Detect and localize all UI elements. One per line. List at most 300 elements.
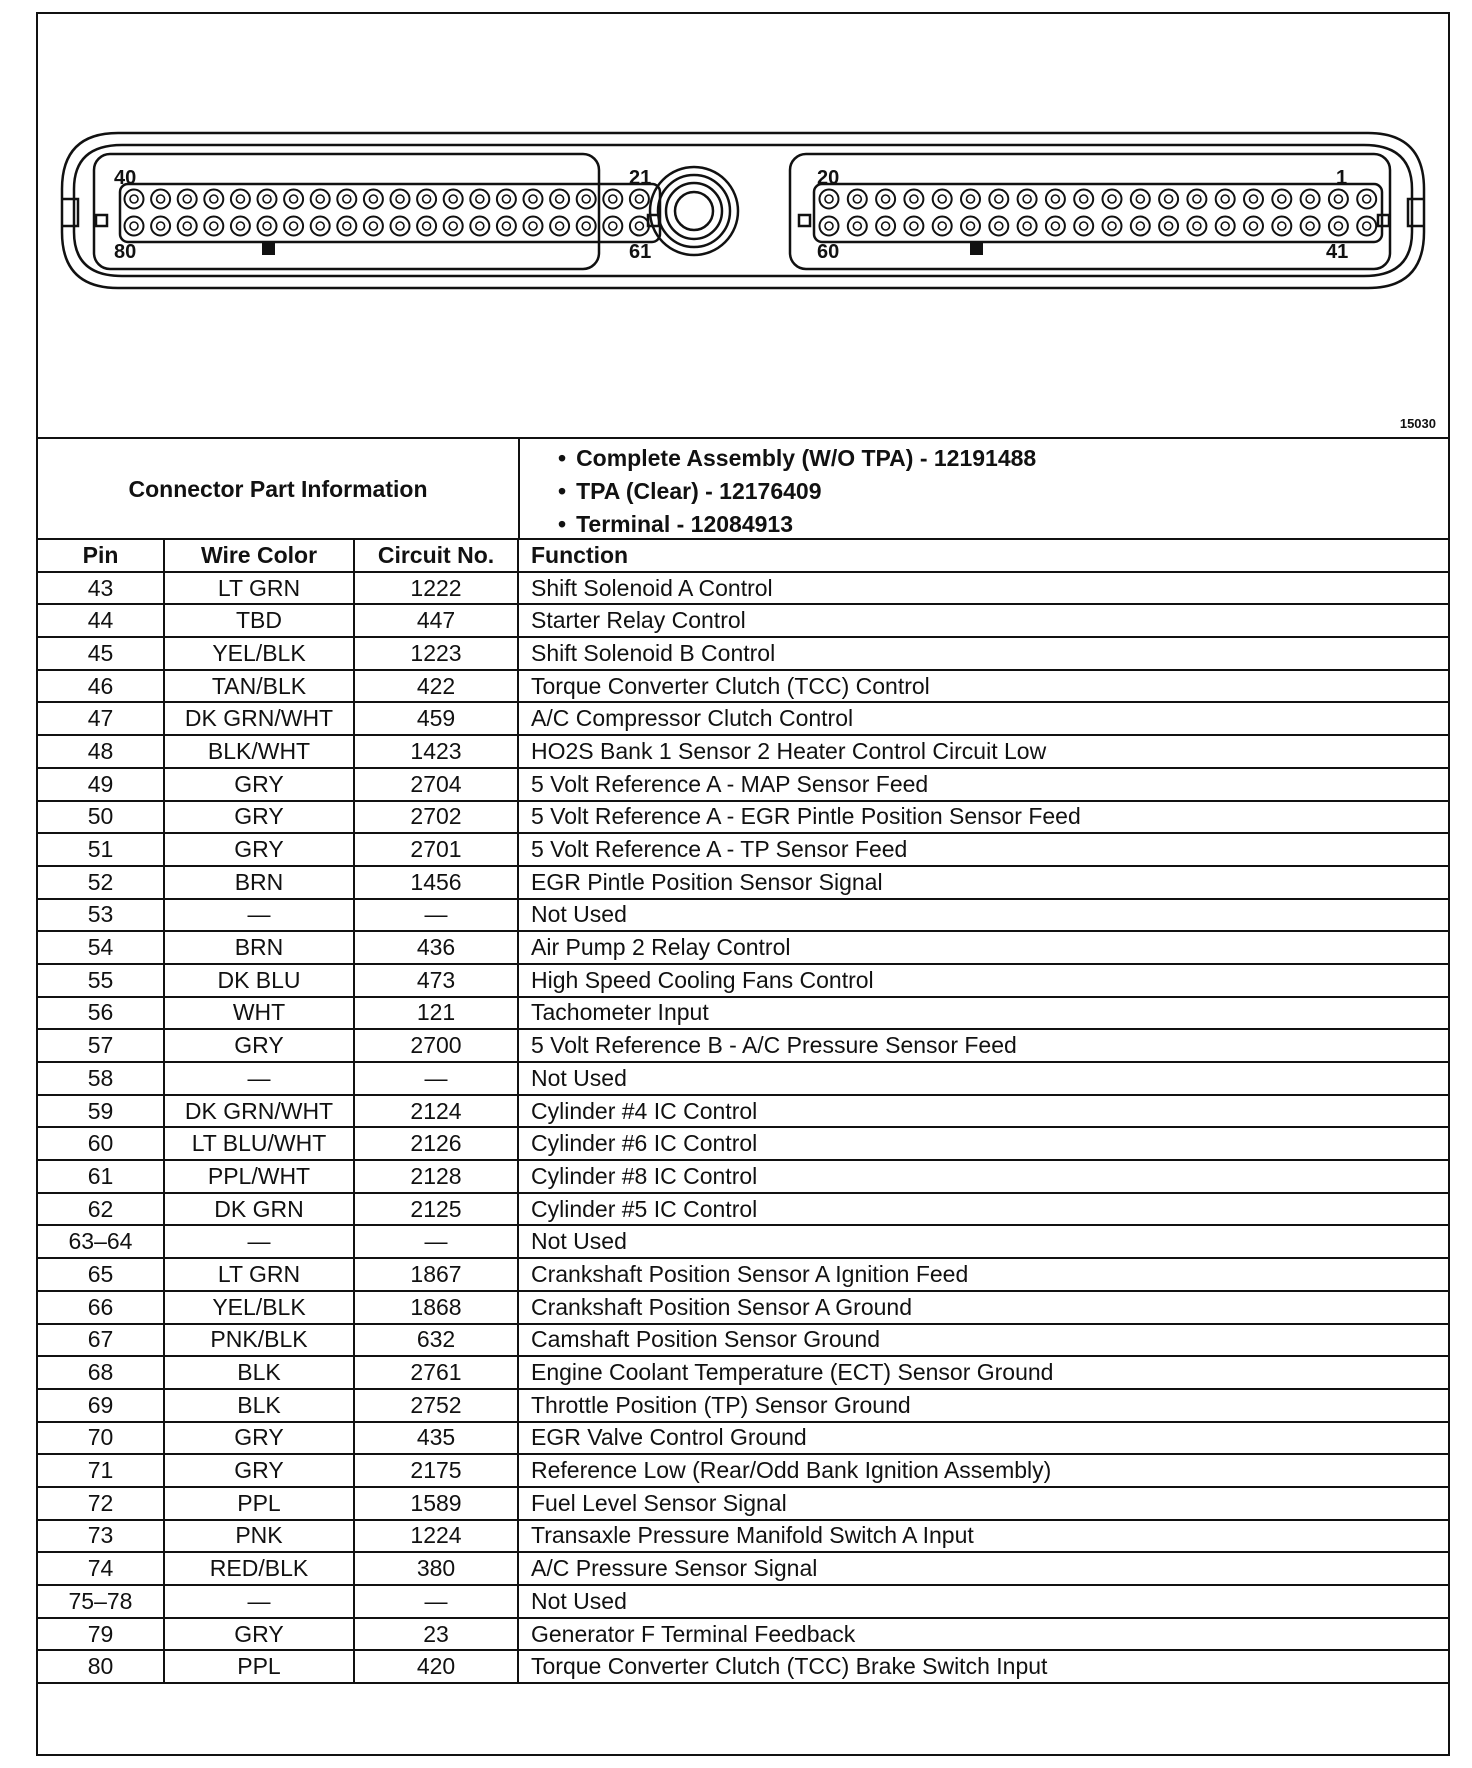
function-cell: 5 Volt Reference A - MAP Sensor Feed — [518, 768, 1448, 801]
wire-color-cell: BLK — [164, 1389, 354, 1422]
function-cell: Reference Low (Rear/Odd Bank Ignition Assembly) — [518, 1454, 1448, 1487]
pin-socket — [364, 190, 383, 209]
function-cell: Not Used — [518, 899, 1448, 932]
pin-socket-core — [1334, 195, 1342, 203]
pin-socket — [444, 217, 463, 236]
pin-socket-core — [1136, 222, 1144, 230]
pin-cell: 51 — [38, 833, 164, 866]
circuit-no-cell: 420 — [354, 1650, 518, 1683]
pin-socket — [284, 217, 303, 236]
pin-socket-core — [1080, 195, 1088, 203]
pin-socket — [603, 190, 622, 209]
pin-socket-core — [263, 222, 271, 230]
circuit-no-cell: 1423 — [354, 735, 518, 768]
pin-socket-core — [910, 222, 918, 230]
pin-socket-core — [825, 195, 833, 203]
connector-shell — [62, 133, 1424, 288]
pin-socket-core — [369, 222, 377, 230]
pin-socket — [524, 190, 543, 209]
circuit-no-cell: 436 — [354, 931, 518, 964]
part-info-item: • TPA (Clear) - 12176409 — [558, 475, 1448, 508]
table-row — [38, 1062, 1448, 1095]
table-row — [38, 1650, 1448, 1683]
pin-socket-core — [1363, 195, 1371, 203]
wire-color-cell: PPL — [164, 1487, 354, 1520]
table-row — [38, 1029, 1448, 1062]
pin-cell: 44 — [38, 604, 164, 637]
pin-socket-core — [967, 195, 975, 203]
table-row — [38, 899, 1448, 932]
pin-socket-core — [210, 195, 218, 203]
pin-socket-core — [609, 222, 617, 230]
circuit-no-cell: 2700 — [354, 1029, 518, 1062]
pin-cell: 70 — [38, 1422, 164, 1455]
wire-color-cell: PPL — [164, 1650, 354, 1683]
circuit-no-cell: 2752 — [354, 1389, 518, 1422]
pin-socket — [1187, 217, 1206, 236]
wire-color-cell: RED/BLK — [164, 1552, 354, 1585]
circuit-no-cell: 2704 — [354, 768, 518, 801]
pin-cell: 52 — [38, 866, 164, 899]
table-row — [38, 1618, 1448, 1651]
pin-socket-core — [396, 195, 404, 203]
pin-socket-core — [1023, 195, 1031, 203]
pin-socket-core — [183, 195, 191, 203]
pin-socket-core — [635, 222, 643, 230]
pin-socket — [1131, 190, 1150, 209]
pin-socket-core — [1023, 222, 1031, 230]
pin-socket — [1103, 190, 1122, 209]
pin-socket — [284, 190, 303, 209]
pin-cell: 53 — [38, 899, 164, 932]
pin-cell: 63–64 — [38, 1225, 164, 1258]
table-row — [38, 1258, 1448, 1291]
pin-socket — [933, 217, 952, 236]
table-row — [38, 1160, 1448, 1193]
pin-socket-core — [882, 222, 890, 230]
wire-color-cell: PNK — [164, 1520, 354, 1553]
pin-cell: 62 — [38, 1193, 164, 1226]
pin-label-60: 60 — [817, 241, 840, 263]
pin-socket-core — [183, 222, 191, 230]
wire-color-cell: GRY — [164, 1422, 354, 1455]
pin-cell: 49 — [38, 768, 164, 801]
table-row — [38, 702, 1448, 735]
table-row — [38, 801, 1448, 834]
pin-socket-core — [582, 195, 590, 203]
function-cell: Tachometer Input — [518, 997, 1448, 1030]
wire-color-cell: DK BLU — [164, 964, 354, 997]
table-row — [38, 1225, 1448, 1258]
pin-socket — [904, 190, 923, 209]
pin-socket — [151, 217, 170, 236]
function-cell: EGR Valve Control Ground — [518, 1422, 1448, 1455]
pin-socket — [1216, 190, 1235, 209]
table-row — [38, 637, 1448, 670]
pin-socket-core — [343, 195, 351, 203]
pin-socket — [630, 190, 649, 209]
pin-socket — [820, 190, 839, 209]
pin-socket — [904, 217, 923, 236]
table-row — [38, 768, 1448, 801]
pin-cell: 60 — [38, 1127, 164, 1160]
pin-socket-core — [556, 222, 564, 230]
header-pin: Pin — [38, 539, 164, 572]
part-info-title: Connector Part Information — [38, 439, 520, 540]
pin-cell: 48 — [38, 735, 164, 768]
function-cell: Crankshaft Position Sensor A Ignition Feed — [518, 1258, 1448, 1291]
part-info-item: • Complete Assembly (W/O TPA) - 12191488 — [558, 442, 1448, 475]
pin-socket-core — [423, 222, 431, 230]
wire-color-cell: DK GRN/WHT — [164, 702, 354, 735]
pin-socket — [311, 190, 330, 209]
table-row — [38, 1520, 1448, 1553]
pin-socket — [1357, 217, 1376, 236]
wire-color-cell: BLK/WHT — [164, 735, 354, 768]
part-info-list — [520, 439, 1448, 540]
circuit-no-cell: 1223 — [354, 637, 518, 670]
pin-socket-core — [130, 222, 138, 230]
pin-socket — [311, 217, 330, 236]
pin-socket-core — [290, 222, 298, 230]
circuit-no-cell: 1224 — [354, 1520, 518, 1553]
table-row — [38, 1487, 1448, 1520]
pin-socket-core — [1193, 195, 1201, 203]
pin-cell: 79 — [38, 1618, 164, 1651]
circuit-no-cell: 1868 — [354, 1291, 518, 1324]
pin-socket-core — [502, 195, 510, 203]
pin-socket — [1103, 217, 1122, 236]
pin-label-21: 21 — [629, 167, 652, 189]
wire-color-cell: TAN/BLK — [164, 670, 354, 703]
pin-socket — [1046, 217, 1065, 236]
pin-cell: 56 — [38, 997, 164, 1030]
pin-cell: 65 — [38, 1258, 164, 1291]
circuit-no-cell: 473 — [354, 964, 518, 997]
pin-socket — [364, 217, 383, 236]
circuit-no-cell: 380 — [354, 1552, 518, 1585]
key-mark-right — [970, 242, 983, 255]
function-cell: Cylinder #6 IC Control — [518, 1127, 1448, 1160]
function-cell: Throttle Position (TP) Sensor Ground — [518, 1389, 1448, 1422]
wire-color-cell: YEL/BLK — [164, 1291, 354, 1324]
pin-socket — [1216, 217, 1235, 236]
pin-socket-core — [157, 195, 165, 203]
pin-label-20: 20 — [817, 167, 840, 189]
wire-color-cell: — — [164, 899, 354, 932]
header-circuit-no: Circuit No. — [354, 539, 518, 572]
pin-socket-core — [1051, 195, 1059, 203]
table-row — [38, 604, 1448, 637]
circuit-no-cell: 2128 — [354, 1160, 518, 1193]
function-cell: Not Used — [518, 1225, 1448, 1258]
pin-socket-core — [635, 195, 643, 203]
pin-socket — [1301, 190, 1320, 209]
pin-socket-core — [1165, 195, 1173, 203]
pin-socket — [933, 190, 952, 209]
circuit-no-cell: 23 — [354, 1618, 518, 1651]
figure-id: 15030 — [1399, 416, 1436, 431]
pin-socket — [1329, 217, 1348, 236]
pin-socket-core — [210, 222, 218, 230]
pin-socket — [178, 190, 197, 209]
circuit-no-cell: 2124 — [354, 1095, 518, 1128]
pin-socket — [603, 217, 622, 236]
pin-socket-core — [967, 222, 975, 230]
pin-socket-core — [882, 195, 890, 203]
pin-socket — [1187, 190, 1206, 209]
circuit-no-cell: 1867 — [354, 1258, 518, 1291]
pin-socket-core — [938, 222, 946, 230]
pin-socket — [1018, 190, 1037, 209]
table-row — [38, 866, 1448, 899]
pin-cell: 55 — [38, 964, 164, 997]
wire-color-cell: DK GRN — [164, 1193, 354, 1226]
table-row — [38, 1389, 1448, 1422]
pin-cell: 71 — [38, 1454, 164, 1487]
circuit-no-cell: 459 — [354, 702, 518, 735]
function-cell: Torque Converter Clutch (TCC) Brake Switch Input — [518, 1650, 1448, 1683]
wire-color-cell: — — [164, 1585, 354, 1618]
function-cell: Engine Coolant Temperature (ECT) Sensor Ground — [518, 1356, 1448, 1389]
pin-socket — [630, 217, 649, 236]
circuit-no-cell: 1589 — [354, 1487, 518, 1520]
part-info-item: • Terminal - 12084913 — [558, 508, 1448, 541]
circuit-no-cell: 1456 — [354, 866, 518, 899]
pin-socket-core — [236, 195, 244, 203]
circuit-no-cell: 2125 — [354, 1193, 518, 1226]
pin-socket — [178, 217, 197, 236]
pin-socket — [1018, 217, 1037, 236]
function-cell: Air Pump 2 Relay Control — [518, 931, 1448, 964]
pin-socket — [470, 190, 489, 209]
table-row — [38, 1324, 1448, 1357]
pin-socket-core — [1221, 195, 1229, 203]
pin-cell: 68 — [38, 1356, 164, 1389]
wire-color-cell: GRY — [164, 768, 354, 801]
pin-socket — [1244, 217, 1263, 236]
function-cell: 5 Volt Reference A - EGR Pintle Position Sensor Feed — [518, 801, 1448, 834]
pin-socket — [1159, 217, 1178, 236]
pin-cell: 73 — [38, 1520, 164, 1553]
function-cell: EGR Pintle Position Sensor Signal — [518, 866, 1448, 899]
pin-socket-core — [396, 222, 404, 230]
pin-socket — [391, 217, 410, 236]
pin-socket-core — [1334, 222, 1342, 230]
pin-socket-core — [995, 195, 1003, 203]
header-wire-color: Wire Color — [164, 539, 354, 572]
pin-socket-core — [1165, 222, 1173, 230]
pin-cell: 43 — [38, 572, 164, 605]
circuit-no-cell: 1222 — [354, 572, 518, 605]
function-cell: Cylinder #4 IC Control — [518, 1095, 1448, 1128]
circuit-no-cell: 632 — [354, 1324, 518, 1357]
pin-socket-core — [556, 195, 564, 203]
wire-color-cell: GRY — [164, 1454, 354, 1487]
pin-label-40: 40 — [114, 167, 137, 189]
pin-socket — [961, 190, 980, 209]
pin-socket-core — [825, 222, 833, 230]
table-row — [38, 997, 1448, 1030]
pin-socket-core — [290, 195, 298, 203]
function-cell: A/C Pressure Sensor Signal — [518, 1552, 1448, 1585]
pin-socket — [391, 190, 410, 209]
pin-socket-core — [1278, 222, 1286, 230]
pin-socket-core — [582, 222, 590, 230]
pin-socket — [550, 190, 569, 209]
pin-socket — [1329, 190, 1348, 209]
function-cell: Fuel Level Sensor Signal — [518, 1487, 1448, 1520]
pin-socket — [417, 190, 436, 209]
wire-color-cell: BLK — [164, 1356, 354, 1389]
pin-socket — [550, 217, 569, 236]
pin-array — [125, 190, 1377, 236]
pin-cell: 74 — [38, 1552, 164, 1585]
pin-socket-core — [476, 195, 484, 203]
circuit-no-cell: 447 — [354, 604, 518, 637]
circuit-no-cell: 2701 — [354, 833, 518, 866]
function-cell: Crankshaft Position Sensor A Ground — [518, 1291, 1448, 1324]
pin-socket-core — [316, 195, 324, 203]
pin-socket-core — [157, 222, 165, 230]
function-cell: Not Used — [518, 1062, 1448, 1095]
pin-socket — [231, 190, 250, 209]
pin-socket-core — [423, 195, 431, 203]
table-row — [38, 1291, 1448, 1324]
pin-socket-core — [1250, 195, 1258, 203]
pin-socket — [258, 217, 277, 236]
function-cell: HO2S Bank 1 Sensor 2 Heater Control Circuit Low — [518, 735, 1448, 768]
wire-color-cell: BRN — [164, 866, 354, 899]
connector-drawing — [38, 14, 1448, 437]
wire-color-cell: TBD — [164, 604, 354, 637]
pin-socket — [848, 217, 867, 236]
pin-socket — [961, 217, 980, 236]
circuit-no-cell: — — [354, 899, 518, 932]
pin-cell: 50 — [38, 801, 164, 834]
pin-socket — [204, 190, 223, 209]
circuit-no-cell: — — [354, 1585, 518, 1618]
pin-cell: 58 — [38, 1062, 164, 1095]
circuit-no-cell: — — [354, 1062, 518, 1095]
table-row — [38, 1095, 1448, 1128]
pin-socket-core — [449, 195, 457, 203]
function-cell: Camshaft Position Sensor Ground — [518, 1324, 1448, 1357]
wire-color-cell: BRN — [164, 931, 354, 964]
pin-socket-core — [1306, 222, 1314, 230]
pin-socket-core — [1108, 195, 1116, 203]
pin-label-61: 61 — [629, 241, 652, 263]
pin-cell: 54 — [38, 931, 164, 964]
pin-socket — [444, 190, 463, 209]
function-cell: 5 Volt Reference B - A/C Pressure Sensor Feed — [518, 1029, 1448, 1062]
table-row — [38, 1454, 1448, 1487]
pin-socket-core — [369, 195, 377, 203]
pin-socket-core — [995, 222, 1003, 230]
pin-socket — [231, 217, 250, 236]
pin-socket-core — [502, 222, 510, 230]
pin-socket — [497, 217, 516, 236]
wire-color-cell: GRY — [164, 833, 354, 866]
wire-color-cell: DK GRN/WHT — [164, 1095, 354, 1128]
pin-socket — [1131, 217, 1150, 236]
function-cell: Shift Solenoid A Control — [518, 572, 1448, 605]
pin-socket-core — [1051, 222, 1059, 230]
wire-color-cell: — — [164, 1062, 354, 1095]
pin-socket — [989, 190, 1008, 209]
table-row — [38, 1422, 1448, 1455]
pin-socket-core — [1306, 195, 1314, 203]
pin-socket — [577, 217, 596, 236]
pin-socket-core — [853, 195, 861, 203]
pin-socket-core — [316, 222, 324, 230]
pin-socket-core — [1250, 222, 1258, 230]
table-row — [38, 833, 1448, 866]
pin-label-1: 1 — [1336, 167, 1348, 189]
function-cell: 5 Volt Reference A - TP Sensor Feed — [518, 833, 1448, 866]
pin-socket — [1357, 190, 1376, 209]
pin-socket — [151, 190, 170, 209]
pin-socket — [577, 190, 596, 209]
table-row — [38, 735, 1448, 768]
table-row — [38, 964, 1448, 997]
pin-cell: 57 — [38, 1029, 164, 1062]
pin-socket — [876, 217, 895, 236]
pin-label-80: 80 — [114, 241, 137, 263]
pin-cell: 47 — [38, 702, 164, 735]
pin-socket — [1272, 190, 1291, 209]
pin-socket-core — [938, 195, 946, 203]
wire-color-cell: GRY — [164, 1618, 354, 1651]
pin-socket — [337, 190, 356, 209]
wire-color-cell: LT GRN — [164, 572, 354, 605]
circuit-no-cell: 422 — [354, 670, 518, 703]
circuit-no-cell: 2126 — [354, 1127, 518, 1160]
pin-table — [38, 538, 1448, 1684]
circuit-no-cell: 121 — [354, 997, 518, 1030]
pin-socket — [1074, 190, 1093, 209]
function-cell: Shift Solenoid B Control — [518, 637, 1448, 670]
function-cell: Torque Converter Clutch (TCC) Control — [518, 670, 1448, 703]
table-row — [38, 931, 1448, 964]
function-cell: Transaxle Pressure Manifold Switch A Input — [518, 1520, 1448, 1553]
pin-socket — [125, 217, 144, 236]
pin-socket-core — [910, 195, 918, 203]
pin-socket — [1244, 190, 1263, 209]
pin-socket-core — [529, 222, 537, 230]
pin-cell: 80 — [38, 1650, 164, 1683]
pin-cell: 66 — [38, 1291, 164, 1324]
table-row — [38, 670, 1448, 703]
table-row — [38, 1193, 1448, 1226]
pin-socket-core — [130, 195, 138, 203]
function-cell: Cylinder #8 IC Control — [518, 1160, 1448, 1193]
pin-socket — [470, 217, 489, 236]
pin-socket-core — [476, 222, 484, 230]
key-mark-left — [262, 242, 275, 255]
pin-socket — [337, 217, 356, 236]
pin-socket — [1159, 190, 1178, 209]
pin-cell: 67 — [38, 1324, 164, 1357]
circuit-no-cell: 2175 — [354, 1454, 518, 1487]
wire-color-cell: LT GRN — [164, 1258, 354, 1291]
circuit-no-cell: 2761 — [354, 1356, 518, 1389]
pin-socket — [820, 217, 839, 236]
table-row — [38, 572, 1448, 605]
table-row — [38, 1356, 1448, 1389]
header-function: Function — [518, 539, 1448, 572]
pin-socket-core — [1108, 222, 1116, 230]
